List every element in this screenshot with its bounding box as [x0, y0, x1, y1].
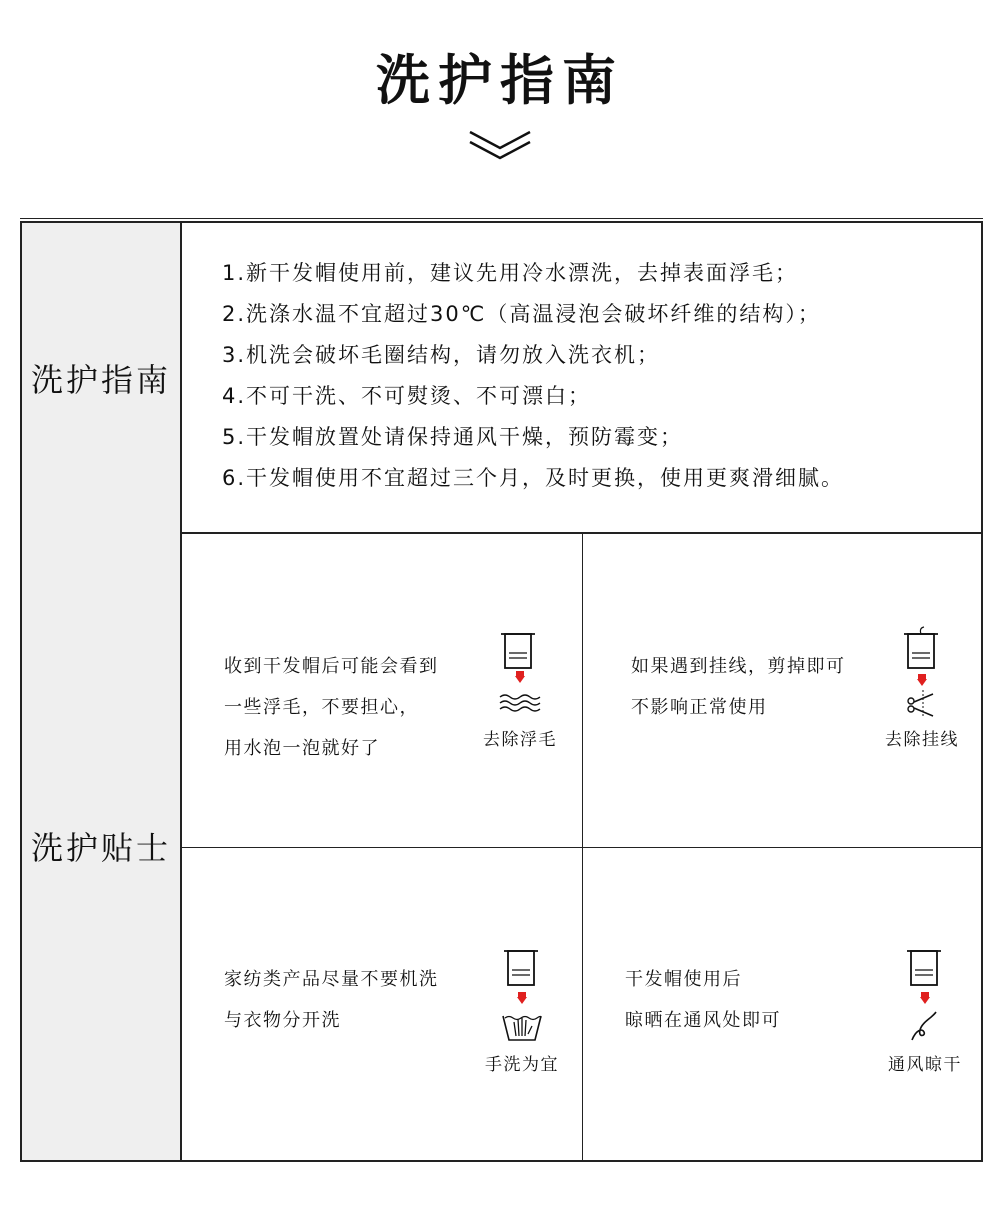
- guide-item: 3.机洗会破坏毛圈结构，请勿放入洗衣机；: [222, 343, 661, 367]
- guide-label: 洗护指南: [30, 360, 171, 399]
- tip-caption: 手洗为宜: [485, 1055, 559, 1075]
- tip-caption: 通风晾干: [888, 1055, 962, 1075]
- top-divider: [20, 218, 983, 219]
- tip-line: 晾晒在通风处即可: [625, 1010, 781, 1031]
- tip-card-text: [625, 959, 781, 1041]
- tip-card-icon: [477, 948, 567, 1075]
- guide-item: 5.干发帽放置处请保持通风干燥，预防霉变；: [222, 425, 684, 449]
- tip-caption: 去除挂线: [885, 730, 959, 750]
- guide-item: 2.洗涤水温不宜超过30℃（高温浸泡会破坏纤维的结构）；: [222, 302, 821, 326]
- tip-line: 一些浮毛，不要担心，: [224, 697, 419, 718]
- towel-handwash-icon: [499, 948, 545, 1046]
- tip-card-icon: [475, 631, 565, 750]
- guide-list: [222, 253, 844, 499]
- tip-line: 与衣物分开洗: [224, 1010, 341, 1031]
- towel-scissors-icon: [899, 626, 945, 721]
- tips-label-cell: [22, 532, 182, 1160]
- tip-card-icon: [877, 626, 967, 750]
- tip-card-icon: [880, 948, 970, 1075]
- tip-line: 收到干发帽后可能会看到: [224, 656, 439, 677]
- tip-card-text: [631, 646, 846, 728]
- tip-line: 干发帽使用后: [625, 969, 742, 990]
- tip-line: 用水泡一泡就好了: [224, 738, 380, 759]
- towel-water-icon: [497, 631, 543, 721]
- tip-line: 不影响正常使用: [631, 697, 768, 718]
- tip-caption: 去除浮毛: [483, 730, 557, 750]
- guide-item: 1.新干发帽使用前，建议先用冷水漂洗，去掉表面浮毛；: [222, 261, 799, 285]
- care-table: [20, 221, 983, 1162]
- tip-line: 家纺类产品尽量不要机洗: [224, 969, 439, 990]
- tips-label: 洗护贴士: [30, 829, 171, 867]
- tip-card-text: [224, 646, 439, 769]
- tip-line: 如果遇到挂线，剪掉即可: [631, 656, 846, 677]
- guide-item: 4.不可干洗、不可熨烫、不可漂白；: [222, 384, 592, 408]
- tip-card-text: [224, 959, 439, 1041]
- guide-item: 6.干发帽使用不宜超过三个月，及时更换，使用更爽滑细腻。: [222, 466, 845, 490]
- chevron-down-icon: [468, 128, 532, 164]
- guide-label-cell: [22, 223, 182, 532]
- tips-horizontal-divider: [182, 847, 981, 848]
- towel-wind-icon: [902, 948, 948, 1046]
- page-title: 洗护指南: [376, 49, 624, 112]
